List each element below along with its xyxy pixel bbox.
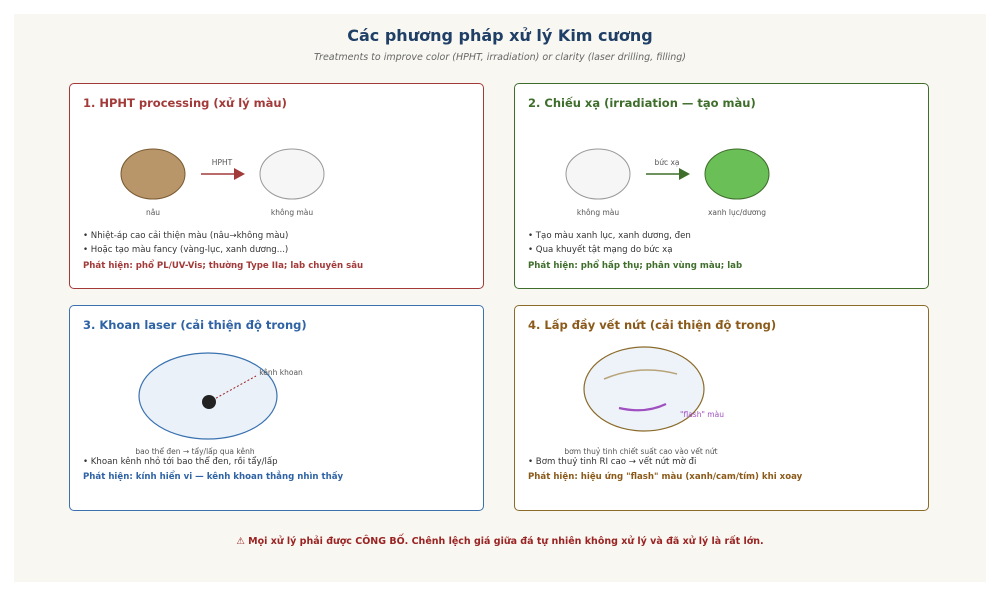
irradiation-illustration	[515, 84, 930, 290]
detection-note: Phát hiện: hiệu ứng "flash" màu (xanh/cam/tím) khi xoay	[528, 472, 803, 482]
left-label: không màu	[576, 208, 620, 217]
bullet: • Tạo màu xanh lục, xanh dương, đen	[528, 231, 691, 241]
detection-note: Phát hiện: kính hiển vi — kênh khoan thẳng nhìn thấy	[83, 472, 344, 482]
green-diamond	[705, 149, 769, 199]
irradiation-arrow-head	[679, 168, 690, 180]
diagram-title: Các phương pháp xử lý Kim cương	[347, 26, 653, 45]
brown-diamond	[121, 149, 185, 199]
arrow-label: HPHT	[211, 158, 233, 167]
black-inclusion	[202, 395, 216, 409]
panel-title: 4. Lấp đầy vết nứt (cải thiện độ trong)	[528, 318, 777, 332]
panel-hpht	[69, 83, 484, 289]
detection-note: Phát hiện: phổ hấp thụ; phân vùng màu; lab	[528, 261, 743, 271]
bullet: • Bơm thuỷ tinh RI cao → vết nứt mờ đi	[528, 457, 697, 467]
panel-irradiation	[514, 83, 929, 289]
panel-title: 3. Khoan laser (cải thiện độ trong)	[83, 318, 307, 332]
bullet: • Nhiệt-áp cao cải thiện màu (nâu→không màu)	[83, 231, 289, 241]
right-label: xanh lục/dương	[707, 208, 767, 217]
detection-note: Phát hiện: phổ PL/UV-Vis; thường Type IIa; lab chuyên sâu	[83, 261, 364, 271]
diagram-subtitle: Treatments to improve color (HPHT, irradiation) or clarity (laser drilling, filling)	[313, 52, 687, 63]
bullet: • Khoan kênh nhỏ tới bao thể đen, rồi tẩy/lấp	[83, 457, 278, 467]
panel-fracture-filling	[514, 305, 929, 511]
hpht-illustration	[70, 84, 485, 290]
colorless-diamond	[566, 149, 630, 199]
hpht-arrow-head	[234, 168, 245, 180]
colorless-diamond	[260, 149, 324, 199]
flash-label: "flash" màu	[680, 410, 724, 419]
warning-footer: ⚠ Mọi xử lý phải được CÔNG BỐ. Chênh lệch giá giữa đá tự nhiên không xử lý và đã xử lý là rất lớn.	[236, 536, 764, 547]
inclusion-caption: bao thể đen → tẩy/lấp qua kênh	[135, 447, 255, 456]
left-label: nâu	[145, 208, 161, 217]
panel-title: 2. Chiếu xạ (irradiation — tạo màu)	[528, 96, 756, 110]
bullet: • Hoặc tạo màu fancy (vàng-lục, xanh dương...)	[83, 245, 289, 255]
right-label: không màu	[270, 208, 314, 217]
arrow-label: bức xạ	[654, 158, 680, 167]
channel-label: kênh khoan	[259, 368, 303, 377]
panel-laser-drilling	[69, 305, 484, 511]
filling-caption: bơm thuỷ tinh chiết suất cao vào vết nứt	[564, 447, 718, 456]
panel-title: 1. HPHT processing (xử lý màu)	[83, 96, 287, 110]
bullet: • Qua khuyết tật mạng do bức xạ	[528, 245, 673, 255]
